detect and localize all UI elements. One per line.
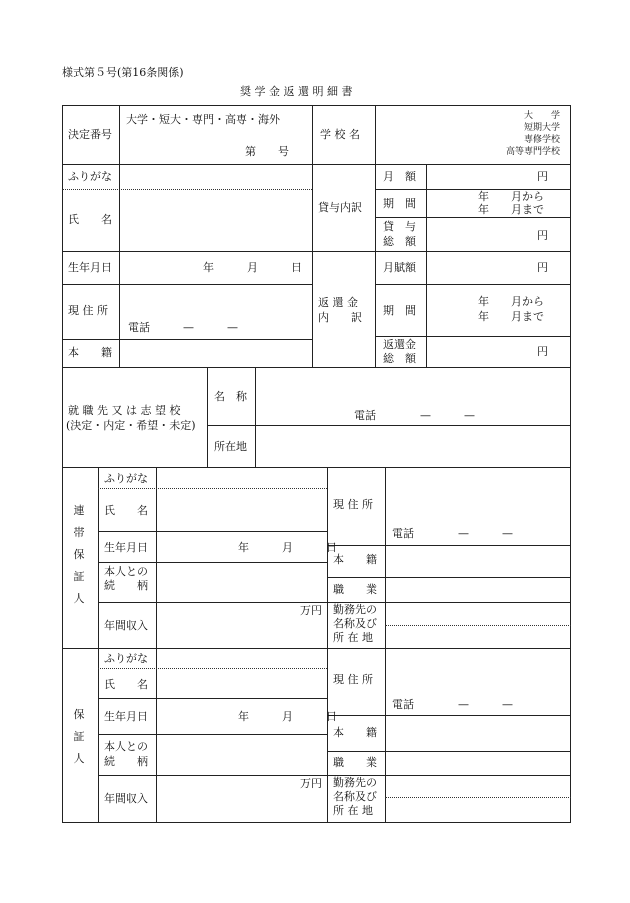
guarantor-workplace-label-2: 名称及び	[333, 790, 377, 803]
joint-guarantor-income-unit: 万円	[300, 604, 322, 617]
school-option-junior-college[interactable]: 短期大学	[523, 123, 560, 133]
joint-guarantor-income-label: 年間収入	[104, 619, 148, 632]
employment-location-label: 所在地	[214, 440, 247, 453]
repayment-period-label: 期 間	[383, 304, 416, 317]
guarantor-income-label: 年間収入	[104, 792, 148, 805]
loan-monthly-label: 月 額	[383, 170, 416, 183]
guarantor-address-label: 現 住 所	[333, 673, 373, 686]
repayment-period-to: 年 月まで	[478, 310, 544, 323]
joint-guarantor-birth-value: 年 月 日	[238, 541, 337, 554]
student-address-label: 現 住 所	[68, 304, 108, 317]
student-domicile-label: 本 籍	[68, 346, 112, 359]
guarantor-birth-value: 年 月 日	[238, 710, 337, 723]
loan-total-label-2: 総 額	[383, 235, 416, 248]
repayment-period-from: 年 月から	[478, 295, 544, 308]
guarantor-workplace-label-3: 所 在 地	[333, 804, 373, 817]
joint-guarantor-relation-label-1: 本人との	[104, 565, 148, 578]
repayment-label-2: 内 訳	[318, 311, 362, 324]
student-furigana-label: ふりがな	[68, 170, 112, 183]
joint-guarantor-relation-label-2: 続 柄	[104, 579, 148, 592]
repayment-total-unit: 円	[537, 345, 548, 358]
loan-monthly-unit: 円	[537, 170, 548, 183]
guarantor-domicile-label: 本 籍	[333, 726, 377, 739]
joint-guarantor-label: 連帯保証人	[73, 504, 85, 605]
guarantor-relation-label-2: 続 柄	[104, 755, 148, 768]
joint-guarantor-address-label: 現 住 所	[333, 498, 373, 511]
page-title: 奨 学 金 返 還 明 細 書	[240, 85, 353, 98]
employment-label: 就 職 先 又 は 志 望 校	[68, 404, 181, 417]
joint-guarantor-workplace-label-2: 名称及び	[333, 617, 377, 630]
joint-guarantor-occupation-label: 職 業	[333, 583, 377, 596]
employment-phone: 電話 — —	[354, 409, 475, 422]
loan-period-from: 年 月から	[478, 190, 544, 203]
joint-guarantor-birth-label: 生年月日	[104, 541, 148, 554]
loan-period-label: 期 間	[383, 197, 416, 210]
joint-guarantor-workplace-label-1: 勤務先の	[333, 603, 377, 616]
employment-name-label: 名 称	[214, 390, 247, 403]
student-phone: 電話 — —	[128, 321, 238, 334]
loan-period-to: 年 月まで	[478, 203, 544, 216]
guarantor-relation-label-1: 本人との	[104, 740, 148, 753]
loan-total-unit: 円	[537, 229, 548, 242]
school-option-technical-college[interactable]: 高等専門学校	[505, 147, 560, 157]
repayment-label-1: 返 還 金	[318, 296, 358, 309]
loan-total-label-1: 貸 与	[383, 220, 416, 233]
repayment-installment-unit: 円	[537, 261, 548, 274]
repayment-total-label-1: 返還金	[383, 338, 416, 351]
joint-guarantor-phone: 電話 — —	[392, 527, 513, 540]
guarantor-name-label: 氏 名	[104, 678, 148, 691]
repayment-total-label-2: 総 額	[383, 352, 416, 365]
decision-number-label: 決定番号	[68, 128, 112, 141]
guarantor-birth-label: 生年月日	[104, 710, 148, 723]
student-birth-value: 年 月 日	[203, 261, 302, 274]
joint-guarantor-workplace-label-3: 所 在 地	[333, 631, 373, 644]
joint-guarantor-furigana-label: ふりがな	[104, 472, 148, 485]
joint-guarantor-name-label: 氏 名	[104, 504, 148, 517]
school-type-options[interactable]: 大学・短大・専門・高専・海外	[126, 113, 280, 126]
form-number: 様式第５号(第16条関係)	[62, 66, 184, 79]
school-option-university[interactable]: 大 学	[523, 111, 560, 121]
employment-status-label: (決定・内定・希望・未定)	[66, 419, 196, 432]
guarantor-label: 保証人	[73, 708, 85, 765]
student-name-label: 氏 名	[68, 213, 112, 226]
guarantor-workplace-label-1: 勤務先の	[333, 776, 377, 789]
joint-guarantor-domicile-label: 本 籍	[333, 553, 377, 566]
repayment-installment-label: 月賦額	[383, 261, 416, 274]
guarantor-furigana-label: ふりがな	[104, 652, 148, 665]
school-option-vocational[interactable]: 専修学校	[523, 135, 560, 145]
guarantor-occupation-label: 職 業	[333, 756, 377, 769]
decision-number-suffix: 第 号	[245, 145, 289, 158]
guarantor-income-unit: 万円	[300, 777, 322, 790]
loan-breakdown-label: 貸与内訳	[318, 201, 362, 214]
student-birth-label: 生年月日	[68, 261, 112, 274]
guarantor-phone: 電話 — —	[392, 698, 513, 711]
school-name-label: 学 校 名	[320, 128, 360, 141]
